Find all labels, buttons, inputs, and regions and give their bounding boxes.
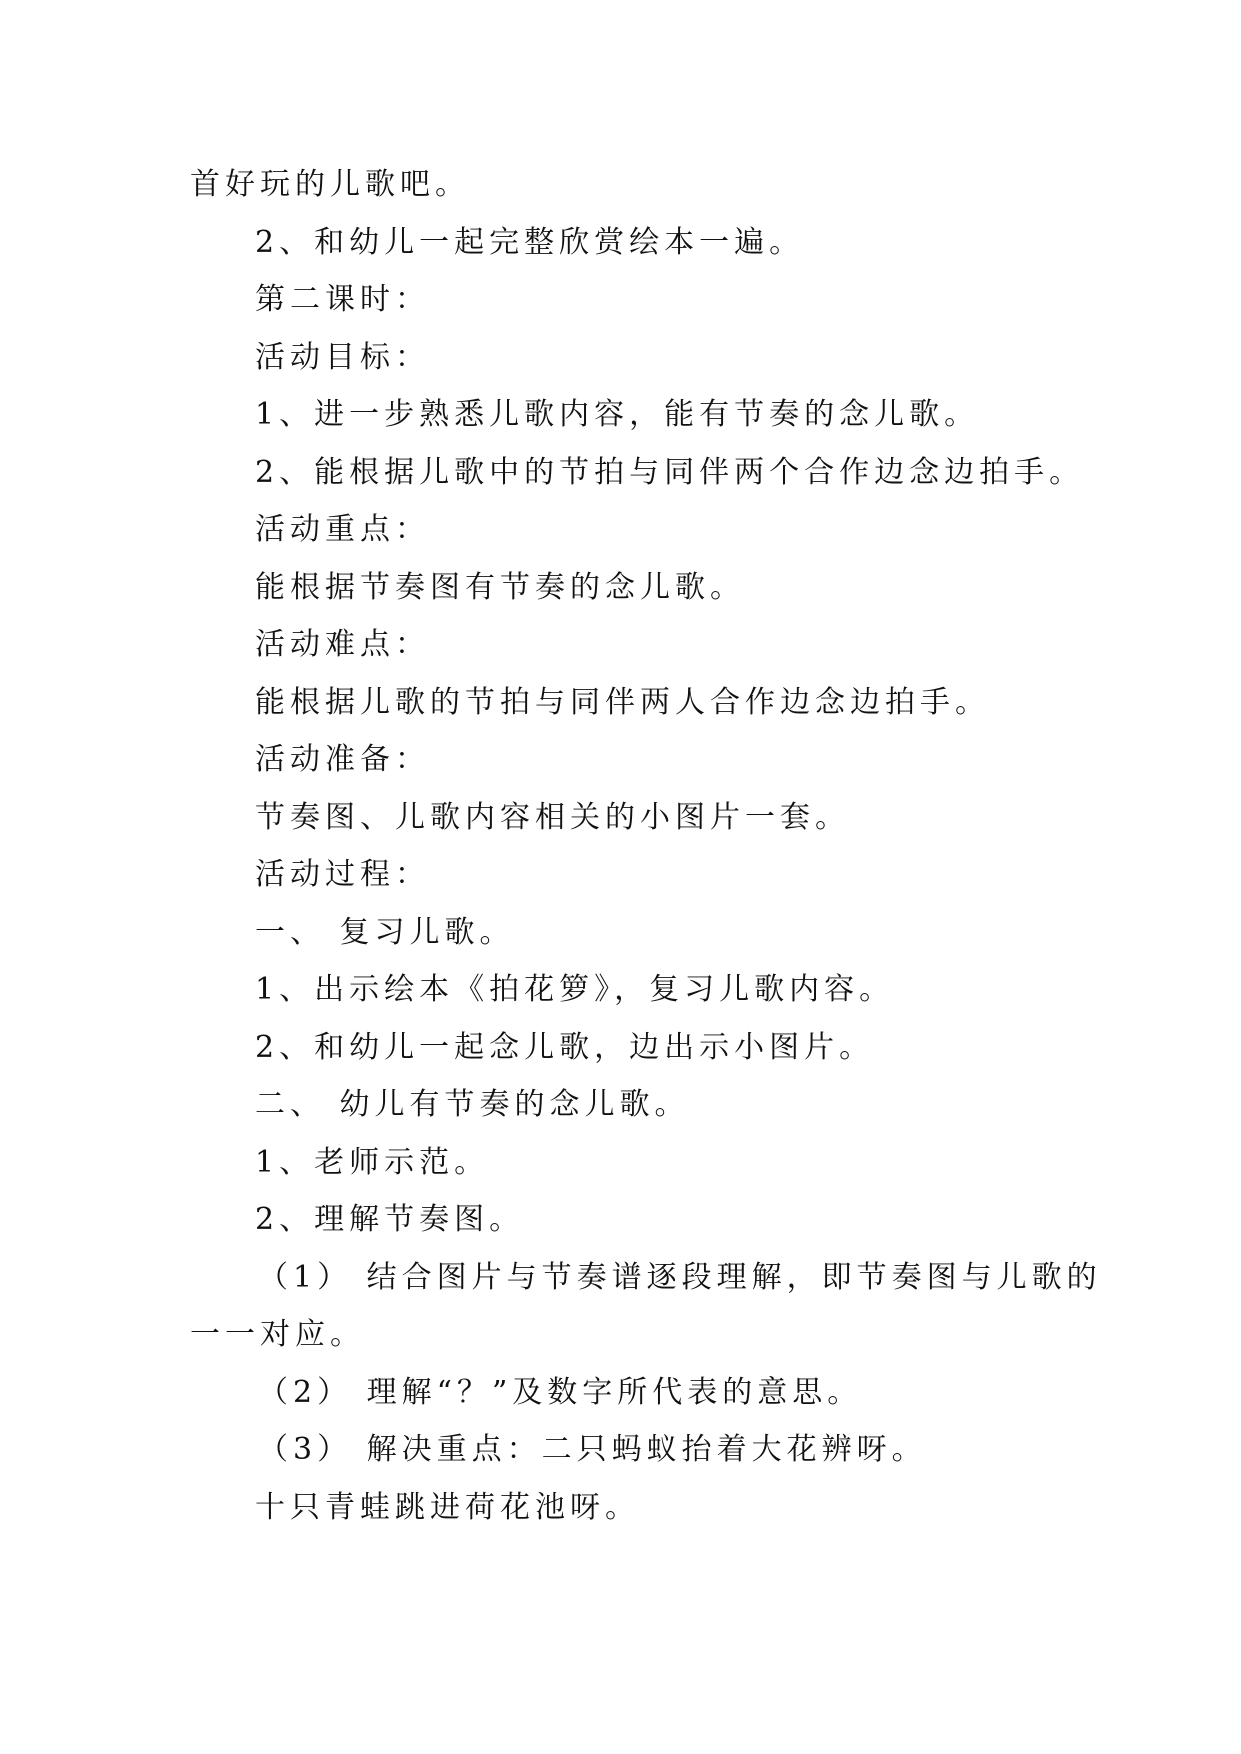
paragraph-line: 1、老师示范。	[255, 1145, 490, 1180]
paragraph-line: 2、和幼儿一起念儿歌，边出示小图片。	[255, 1030, 875, 1065]
paragraph-line: 第二课时：	[255, 282, 430, 317]
paragraph-line: 十只青蛙跳进荷花池呀。	[255, 1490, 640, 1525]
paragraph-line: 1、出示绘本《拍花箩》，复习儿歌内容。	[255, 972, 895, 1007]
paragraph-line: 活动准备：	[255, 742, 430, 777]
paragraph-line: 2、和幼儿一起完整欣赏绘本一遍。	[255, 225, 805, 260]
paragraph-line: 能根据儿歌的节拍与同伴两人合作边念边拍手。	[255, 685, 990, 720]
paragraph-line: 活动过程：	[255, 857, 430, 892]
paragraph-line: 能根据节奏图有节奏的念儿歌。	[255, 570, 745, 605]
paragraph-line: 2、能根据儿歌中的节拍与同伴两个合作边念边拍手。	[255, 455, 1085, 490]
paragraph-line: （3） 解决重点：二只蚂蚁抬着大花辨呀。	[258, 1432, 927, 1467]
paragraph-line: 一、 复习儿歌。	[255, 915, 515, 950]
paragraph-line: 二、 幼儿有节奏的念儿歌。	[255, 1087, 690, 1122]
paragraph-line: （2） 理解“？”及数字所代表的意思。	[258, 1375, 863, 1410]
paragraph-line: 1、进一步熟悉儿歌内容，能有节奏的念儿歌。	[255, 397, 980, 432]
paragraph-line: 一一对应。	[190, 1317, 365, 1352]
paragraph-line: 活动难点：	[255, 627, 430, 662]
paragraph-line: 活动目标：	[255, 340, 430, 375]
paragraph-line: （1） 结合图片与节奏谱逐段理解，即节奏图与儿歌的	[258, 1260, 1102, 1295]
paragraph-line: 活动重点：	[255, 512, 430, 547]
paragraph-line: 节奏图、儿歌内容相关的小图片一套。	[255, 800, 850, 835]
paragraph-line: 首好玩的儿歌吧。	[190, 167, 470, 202]
paragraph-line: 2、理解节奏图。	[255, 1202, 525, 1237]
